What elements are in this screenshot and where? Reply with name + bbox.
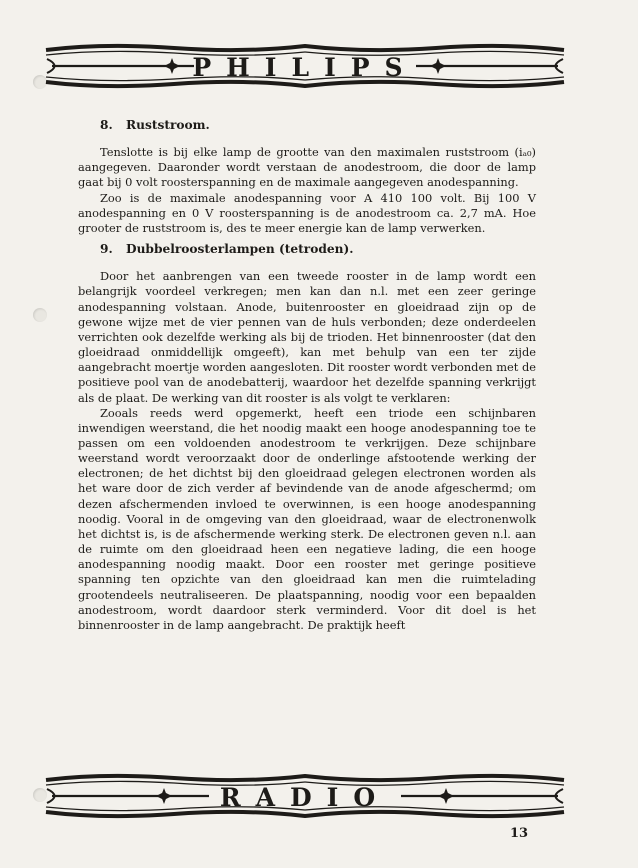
page-number: 13 xyxy=(510,826,529,841)
banner-brand-text: PHILIPS xyxy=(192,53,418,82)
paragraph: Zooals reeds werd opgemerkt, heeft een triode een schijnbaren inwendigen weerstand, die het noodig maakt een hooge anodespanning toe te passen om een voldoenden anodestroom te verkrijgen. Deze schijnbare weerstand wordt veroorzaakt door de onderlinge afstootende werking der electronen; de het dichtst bij den gloeidraad gelegen electronen worden als het ware door de zich verder af bevindende van de anode afgeschermd; om dezen afschermenden invloed te overwinnen, is een hooge anodespanning noodig. Vooral in de omgeving van den gloeidraad, waar de electronenwolk het dichtst is, is de afschermende werking sterk. De electronen geven n.l. aan de ruimte om den gloeidraad heen een negatieve lading, die een hooge anodespanning noodig maakt. Door een rooster met geringe positieve spanning ten opzichte van den gloeidraad kan men die ruimtelading grootendeels neutraliseeren. De plaatspanning, noodig voor een bepaalden anodestroom, wordt daardoor sterk verminderd. Voor dit doel is het binnenrooster in de lamp aangebracht. De praktijk heeft xyxy=(78,405,536,632)
banner-radio-text: RADIO xyxy=(219,783,391,812)
footer-banner xyxy=(44,766,566,826)
banner-ornament xyxy=(44,36,566,96)
section-title: Ruststroom. xyxy=(126,118,210,132)
page-body xyxy=(78,118,536,633)
punch-hole-middle xyxy=(33,308,47,322)
paragraph: Tenslotte is bij elke lamp de grootte van den maximalen ruststroom (iₐ₀) aangegeven. Daaronder wordt verstaan de anodestroom, die door de lamp gaat bij 0 volt roosterspanning en de maximale aangegeven anodespanning. xyxy=(78,145,536,190)
section-heading xyxy=(100,242,536,257)
section-heading xyxy=(100,118,536,133)
section-title: Dubbelroosterlampen (tetroden). xyxy=(126,242,354,257)
paragraph: Zoo is de maximale anodespanning voor A 410 100 volt. Bij 100 V anodespanning en 0 V roosterspanning is de anodestroom ca. 2,7 mA. Hoe grooter de ruststroom is, des te meer energie kan de lamp verwerken. xyxy=(78,190,536,235)
paragraph: Door het aanbrengen van een tweede rooster in de lamp wordt een belangrijk voordeel verkregen; men kan dan n.l. met een zeer geringe anodespanning volstaan. Anode, buitenrooster en gloeidraad zijn op de gewone wijze met de vier pennen van de huls verbonden; deze onderdeelen verrichten ook dezelfde werking als bij de trioden. Het binnenrooster (dat den gloeidraad onmiddellijk omgeeft), kan met behulp van een ter zijde aangebracht moertje worden aangesloten. Dit rooster wordt verbonden met de positieve pool van de anodebatterij, waardoor het dezelfde spanning verkrijgt als de plaat. De werking van dit rooster is als volgt te verklaren: xyxy=(78,269,536,405)
banner-ornament xyxy=(44,766,566,826)
header-banner xyxy=(44,36,566,96)
section-number: 9. xyxy=(100,242,113,257)
section-number: 8. xyxy=(100,118,113,132)
